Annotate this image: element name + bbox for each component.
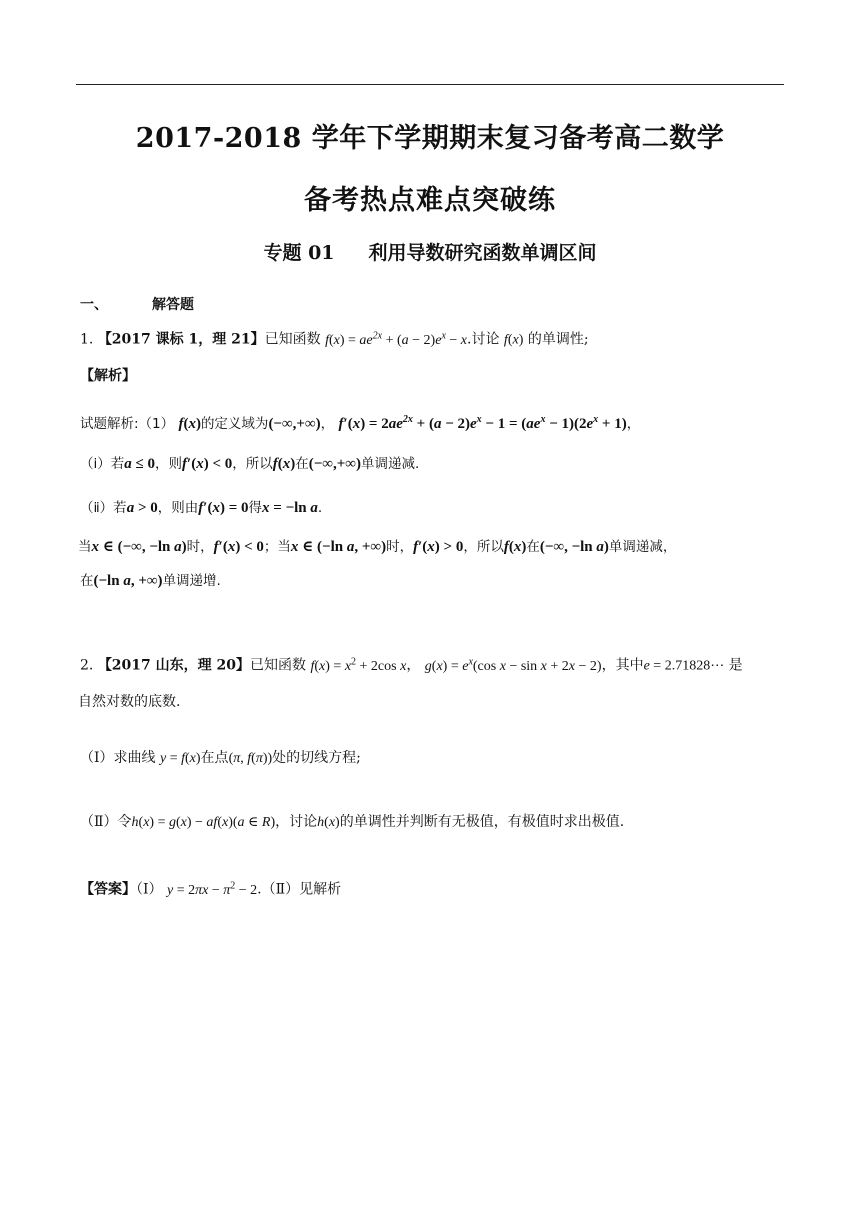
solution-step-3 xyxy=(80,498,322,518)
q2-line2: 自然对数的底数. xyxy=(78,694,181,710)
topic-label: 专题 01 xyxy=(263,242,335,264)
step3-prefix: （ⅱ）若 xyxy=(80,500,127,516)
q2-prefix: 已知函数 xyxy=(250,657,307,674)
step4-when1: 当 xyxy=(78,539,92,555)
step4-when2: ；当 xyxy=(263,539,291,555)
step4-decreasing: 单调递减， xyxy=(608,539,677,555)
part1-end: 处的切线方程; xyxy=(272,750,361,766)
question-1 xyxy=(80,326,589,351)
q2-answer xyxy=(80,876,341,901)
q2-e-value: e = 2.71828⋯ xyxy=(643,658,725,674)
part1-label: （Ⅰ）求曲线 xyxy=(80,750,156,766)
step2-so: ，所以 xyxy=(232,456,273,472)
solution-step-5 xyxy=(80,571,221,591)
step4-derivative2: f′(x) > 0 xyxy=(413,539,464,555)
step4-interval1: x ∈ (−∞, −ln a) xyxy=(91,539,187,555)
step4-in: 在 xyxy=(526,539,540,555)
step1-end: ， xyxy=(626,416,641,432)
step2-prefix: （ⅰ）若 xyxy=(80,456,125,472)
step1-derivative: $f'(x) = 2ae^{2x} + (a - 2)e^x - 1 = (ae^x - 1)(2e^x + 1)$ xyxy=(338,414,627,432)
solution-step-4 xyxy=(78,537,676,557)
step2-fx: f(x) xyxy=(272,456,296,472)
step3-end: . xyxy=(317,500,323,516)
part1-curve: y = f(x) xyxy=(159,751,201,766)
q2-g-definition: $g(x) = e^x(\cos$ x − sin x + 2x − 2) xyxy=(424,656,602,674)
section-name: 解答题 xyxy=(152,297,194,313)
topic-name: 利用导数研究函数单调区间 xyxy=(368,242,597,264)
q2-source: 【2017 山东，理 20】 xyxy=(97,657,251,674)
q1-source: 【2017 课标 1，理 21】 xyxy=(97,331,265,348)
step4-time2: 时， xyxy=(386,539,414,555)
solution-step-2 xyxy=(80,454,419,474)
answer-part1: （Ⅰ） xyxy=(136,881,163,898)
topic-heading xyxy=(0,238,860,265)
answer-part2: .（Ⅱ）见解析 xyxy=(257,881,342,898)
q1-function-ref: f(x) xyxy=(503,332,524,348)
step4-time1: 时， xyxy=(186,539,214,555)
section-number: 一、 xyxy=(80,297,108,313)
step3-equation: f′(x) = 0 xyxy=(198,500,249,516)
step2-then: ，则 xyxy=(155,456,182,472)
step2-derivative: f′(x) < 0 xyxy=(182,456,233,472)
step2-end: 单调递减. xyxy=(361,456,420,472)
step3-get: 得 xyxy=(248,500,263,516)
step3-root: x = −ln a xyxy=(262,500,318,516)
q2-part-2 xyxy=(80,812,624,833)
q2-f-definition: $f(x) = x^2 + 2\cos$ x xyxy=(310,656,407,674)
step4-interval3: (−∞, −ln a) xyxy=(539,539,609,555)
q2-where: ，其中 xyxy=(601,657,644,674)
step2-in: 在 xyxy=(295,456,309,472)
step4-so: ，所以 xyxy=(463,539,504,555)
part1-point: (π, f(π)) xyxy=(228,751,273,766)
solution-step-1 xyxy=(80,410,640,434)
step5-interval: (−ln a, +∞) xyxy=(93,573,163,589)
step1-domain-text: 的定义域为 xyxy=(200,416,269,432)
step1-fx: f(x) xyxy=(178,416,201,432)
step4-fx: f(x) xyxy=(503,539,527,555)
question-2 xyxy=(80,652,743,677)
answer-label: 【答案】 xyxy=(80,881,136,898)
part1-at: 在点 xyxy=(200,750,229,766)
step1-prefix: 试题解析:（1） xyxy=(80,416,175,432)
q1-suffix: 的单调性; xyxy=(527,331,589,348)
q2-is: 是 xyxy=(728,657,743,674)
answer-equation: $y = 2\pi x - \pi^2 - 2$ xyxy=(166,880,258,898)
step3-then: ，则由 xyxy=(157,500,199,516)
step1-comma: ， xyxy=(320,416,335,432)
step4-derivative1: f′(x) < 0 xyxy=(213,539,264,555)
q1-prefix: 已知函数 xyxy=(264,331,321,348)
step2-interval: (−∞,+∞) xyxy=(308,456,361,472)
page-subtitle: 备考热点难点突破练 xyxy=(304,185,556,216)
part2-end: 的单调性并判断有无极值，有极值时求出极值. xyxy=(339,814,625,830)
step2-condition: a ≤ 0 xyxy=(124,456,155,472)
step3-condition: a > 0 xyxy=(126,500,158,516)
q2-number: 2. xyxy=(80,657,94,674)
section-heading xyxy=(80,295,194,315)
part2-h-definition: h(x) = g(x) − af(x)(a ∈ R) xyxy=(131,815,276,830)
step5-in: 在 xyxy=(80,573,94,589)
page-title: 2017-2018 学年下学期期末复习备考高二数学 xyxy=(135,123,725,154)
q1-function: $f(x) = ae^{2x} + (a - 2)e^x - x$ xyxy=(325,330,468,348)
part2-mid: ，讨论 xyxy=(275,814,318,830)
q2-part-1 xyxy=(80,748,361,769)
header-rule xyxy=(76,84,784,85)
q1-mid: .讨论 xyxy=(467,331,500,348)
analysis-label: 【解析】 xyxy=(80,368,136,384)
q2-separator: ， xyxy=(406,657,421,674)
q1-number: 1. xyxy=(80,331,94,348)
part2-label: （Ⅱ）令 xyxy=(80,814,132,830)
part2-hx: h(x) xyxy=(317,815,340,830)
step4-interval2: x ∈ (−ln a, +∞) xyxy=(290,539,387,555)
step5-increasing: 单调递增. xyxy=(162,573,221,589)
step1-domain: (−∞,+∞) xyxy=(268,416,321,432)
